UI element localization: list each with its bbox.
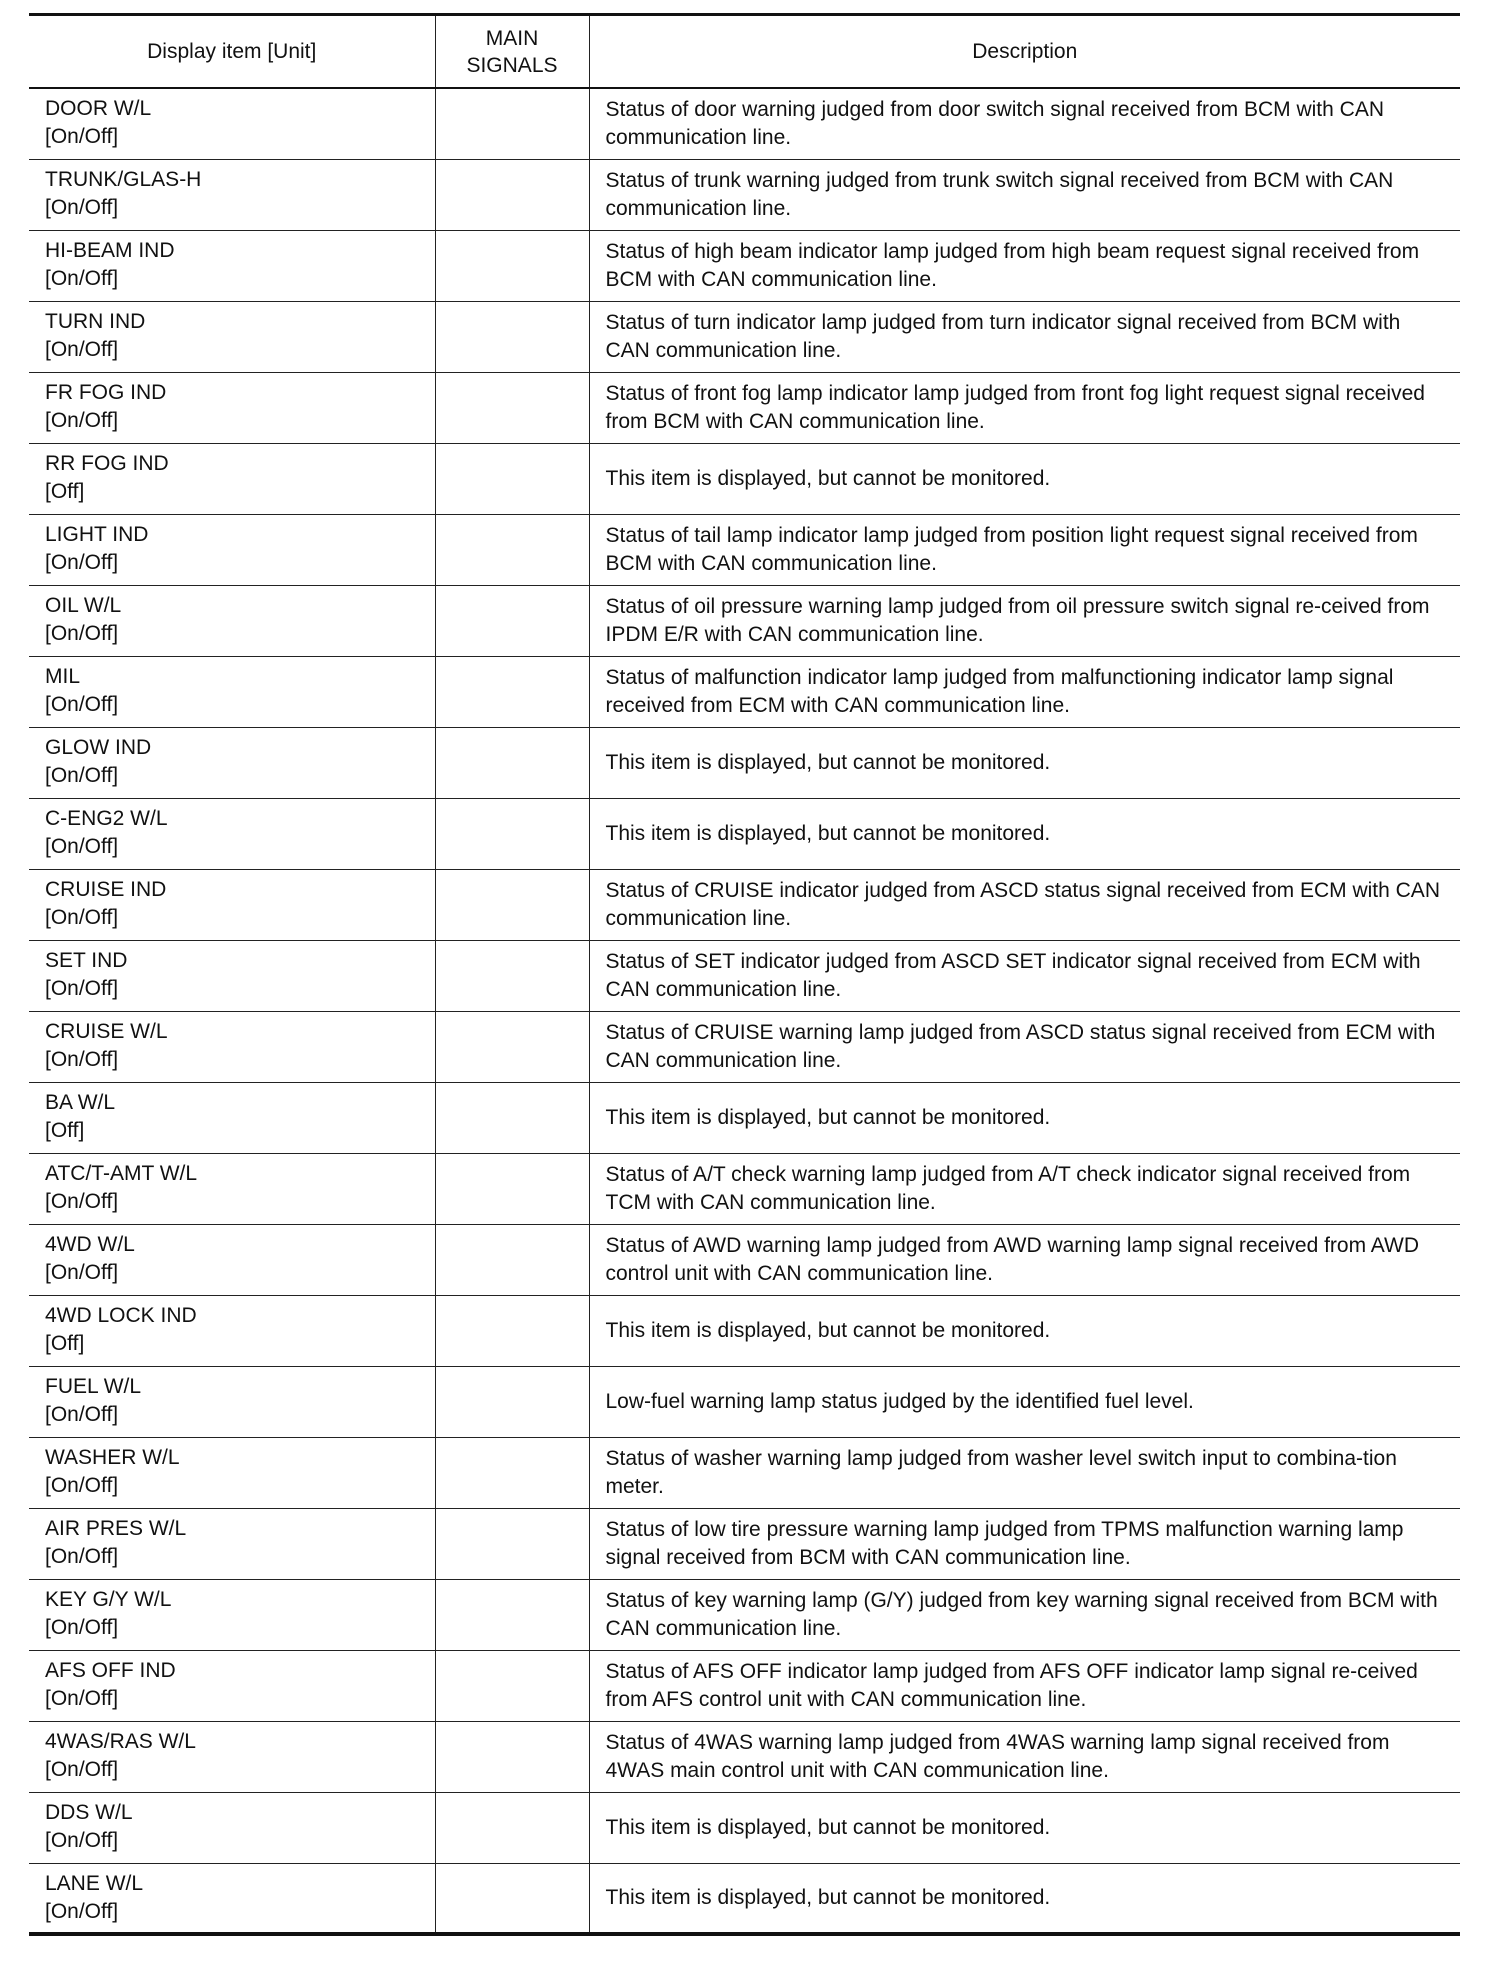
item-unit: [Off]: [45, 1331, 85, 1355]
item-name: FUEL W/L: [45, 1374, 142, 1398]
table-row: [29, 1508, 1460, 1579]
main-signals-cell: [435, 1650, 589, 1721]
item-name: FR FOG IND: [45, 380, 167, 404]
display-item-cell: [29, 514, 435, 585]
item-unit: [Off]: [45, 1118, 85, 1142]
main-signals-cell: [435, 372, 589, 443]
table-row: [29, 585, 1460, 656]
table-row: [29, 1792, 1460, 1863]
display-item-cell: [29, 585, 435, 656]
table-row: [29, 1579, 1460, 1650]
main-signals-cell: [435, 1153, 589, 1224]
item-name: DOOR W/L: [45, 97, 152, 120]
table-row: [29, 372, 1460, 443]
table-row: [29, 1650, 1460, 1721]
description-cell: Status of trunk warning judged from trunk switch signal received from BCM with CAN communication line.: [589, 159, 1460, 230]
table-row: [29, 727, 1460, 798]
description-cell: Status of A/T check warning lamp judged from A/T check indicator signal received from TCM with CAN communication line.: [589, 1153, 1460, 1224]
main-signals-cell: [435, 1579, 589, 1650]
item-name: LANE W/L: [45, 1871, 144, 1895]
table-row: [29, 1437, 1460, 1508]
item-name: GLOW IND: [45, 735, 152, 759]
display-item-cell: [29, 1437, 435, 1508]
description-cell: Status of low tire pressure warning lamp judged from TPMS malfunction warning lamp signal received from BCM with CAN communication line.: [589, 1508, 1460, 1579]
description-cell: Status of oil pressure warning lamp judged from oil pressure switch signal re-ceived from IPDM E/R with CAN communication line.: [589, 585, 1460, 656]
display-item-cell: [29, 1721, 435, 1792]
item-name: BA W/L: [45, 1090, 116, 1114]
item-name: WASHER W/L: [45, 1445, 180, 1469]
main-signals-cell: [435, 88, 589, 159]
item-name: LIGHT IND: [45, 522, 149, 546]
main-signals-cell: [435, 1366, 589, 1437]
description-cell: Status of CRUISE warning lamp judged from ASCD status signal received from ECM with CAN communication line.: [589, 1011, 1460, 1082]
item-unit: [On/Off]: [45, 1899, 119, 1923]
item-unit: [On/Off]: [45, 763, 119, 787]
display-item-cell: [29, 1508, 435, 1579]
header-main-signals: MAIN SIGNALS: [435, 15, 589, 89]
item-unit: [On/Off]: [45, 125, 119, 148]
description-cell: Status of 4WAS warning lamp judged from 4WAS warning lamp signal received from 4WAS main control unit with CAN communication line.: [589, 1721, 1460, 1792]
main-signals-cell: [435, 1792, 589, 1863]
item-name: KEY G/Y W/L: [45, 1587, 172, 1611]
table-row: [29, 1295, 1460, 1366]
display-item-cell: [29, 1082, 435, 1153]
display-item-cell: [29, 1011, 435, 1082]
main-signals-cell: [435, 1295, 589, 1366]
description-cell: Status of door warning judged from door switch signal received from BCM with CAN communication line.: [589, 88, 1460, 159]
item-name: DDS W/L: [45, 1800, 133, 1824]
main-signals-cell: [435, 656, 589, 727]
item-name: TRUNK/GLAS-H: [45, 167, 202, 191]
main-signals-cell: [435, 869, 589, 940]
item-name: RR FOG IND: [45, 451, 169, 475]
table-row: [29, 443, 1460, 514]
table-row: [29, 230, 1460, 301]
item-unit: [On/Off]: [45, 621, 119, 645]
display-item-cell: [29, 1792, 435, 1863]
main-signals-cell: [435, 301, 589, 372]
display-item-cell: [29, 443, 435, 514]
table-row: [29, 869, 1460, 940]
item-unit: [On/Off]: [45, 1828, 119, 1852]
main-signals-cell: [435, 1437, 589, 1508]
description-cell: Status of turn indicator lamp judged from turn indicator signal received from BCM with CAN communication line.: [589, 301, 1460, 372]
item-unit: [On/Off]: [45, 195, 119, 219]
display-item-cell: [29, 1863, 435, 1934]
item-unit: [On/Off]: [45, 1686, 119, 1710]
item-unit: [Off]: [45, 479, 85, 503]
item-name: CRUISE W/L: [45, 1019, 168, 1043]
display-item-cell: [29, 798, 435, 869]
description-cell: Status of tail lamp indicator lamp judged from position light request signal received from BCM with CAN communication line.: [589, 514, 1460, 585]
table-row: [29, 1082, 1460, 1153]
table-row: [29, 798, 1460, 869]
item-unit: [On/Off]: [45, 1544, 119, 1568]
table-row: [29, 656, 1460, 727]
main-signals-cell: [435, 1721, 589, 1792]
display-item-cell: [29, 230, 435, 301]
table-row: [29, 940, 1460, 1011]
display-item-cell: [29, 301, 435, 372]
main-signals-cell: [435, 230, 589, 301]
table-row: [29, 514, 1460, 585]
item-unit: [On/Off]: [45, 1189, 119, 1213]
table-row: [29, 88, 1460, 159]
item-name: AFS OFF IND: [45, 1658, 176, 1682]
display-item-cell: [29, 372, 435, 443]
table-row: [29, 1863, 1460, 1934]
item-unit: [On/Off]: [45, 266, 119, 290]
description-cell: This item is displayed, but cannot be monitored.: [589, 1082, 1460, 1153]
item-unit: [On/Off]: [45, 550, 119, 574]
main-signals-cell: [435, 159, 589, 230]
table-row: [29, 1366, 1460, 1437]
description-cell: Status of AFS OFF indicator lamp judged from AFS OFF indicator lamp signal re-ceived from AFS control unit with CAN communication line.: [589, 1650, 1460, 1721]
description-cell: This item is displayed, but cannot be monitored.: [589, 798, 1460, 869]
display-item-cell: [29, 159, 435, 230]
main-signals-cell: [435, 1224, 589, 1295]
header-row: [29, 15, 1460, 89]
main-signals-cell: [435, 443, 589, 514]
header-display-item: Display item [Unit]: [29, 15, 435, 89]
description-cell: Status of front fog lamp indicator lamp judged from front fog light request signal received from BCM with CAN communication line.: [589, 372, 1460, 443]
display-item-cell: [29, 1579, 435, 1650]
display-item-cell: [29, 1224, 435, 1295]
main-signals-cell: [435, 1082, 589, 1153]
item-name: AIR PRES W/L: [45, 1516, 187, 1540]
item-unit: [On/Off]: [45, 1260, 119, 1284]
main-signals-cell: [435, 727, 589, 798]
description-cell: Status of key warning lamp (G/Y) judged from key warning signal received from BCM with CAN communication line.: [589, 1579, 1460, 1650]
item-unit: [On/Off]: [45, 905, 119, 929]
item-name: 4WD W/L: [45, 1232, 135, 1256]
display-item-cell: [29, 940, 435, 1011]
display-item-cell: [29, 88, 435, 159]
item-unit: [On/Off]: [45, 692, 119, 716]
description-cell: Status of AWD warning lamp judged from AWD warning lamp signal received from AWD control unit with CAN communication line.: [589, 1224, 1460, 1295]
table-row: [29, 1011, 1460, 1082]
main-signals-cell: [435, 514, 589, 585]
main-signals-cell: [435, 1863, 589, 1934]
display-item-cell: [29, 1153, 435, 1224]
display-item-cell: [29, 1650, 435, 1721]
table-body: [29, 88, 1460, 1934]
description-cell: This item is displayed, but cannot be monitored.: [589, 1792, 1460, 1863]
item-name: 4WAS/RAS W/L: [45, 1729, 196, 1753]
item-unit: [On/Off]: [45, 1473, 119, 1497]
header-description: Description: [589, 15, 1460, 89]
description-cell: Status of malfunction indicator lamp judged from malfunctioning indicator lamp signal received from ECM with CAN communication line.: [589, 656, 1460, 727]
spec-table: [29, 13, 1460, 1936]
description-cell: Status of washer warning lamp judged from washer level switch input to combina-tion meter.: [589, 1437, 1460, 1508]
table-header: [29, 15, 1460, 89]
item-unit: [On/Off]: [45, 1047, 119, 1071]
display-item-cell: [29, 1295, 435, 1366]
item-name: HI-BEAM IND: [45, 238, 175, 262]
table-row: [29, 1224, 1460, 1295]
description-cell: Status of CRUISE indicator judged from ASCD status signal received from ECM with CAN communication line.: [589, 869, 1460, 940]
item-unit: [On/Off]: [45, 1615, 119, 1639]
display-item-cell: [29, 656, 435, 727]
item-unit: [On/Off]: [45, 1757, 119, 1781]
description-cell: This item is displayed, but cannot be monitored.: [589, 1863, 1460, 1934]
item-unit: [On/Off]: [45, 976, 119, 1000]
item-name: SET IND: [45, 948, 128, 972]
display-item-cell: [29, 1366, 435, 1437]
main-signals-cell: [435, 798, 589, 869]
item-name: OIL W/L: [45, 593, 122, 617]
item-unit: [On/Off]: [45, 834, 119, 858]
item-unit: [On/Off]: [45, 408, 119, 432]
main-signals-cell: [435, 1011, 589, 1082]
table-row: [29, 301, 1460, 372]
item-name: MIL: [45, 664, 81, 688]
description-cell: Status of SET indicator judged from ASCD SET indicator signal received from ECM with CAN communication line.: [589, 940, 1460, 1011]
item-name: TURN IND: [45, 309, 146, 333]
main-signals-cell: [435, 585, 589, 656]
item-unit: [On/Off]: [45, 1402, 119, 1426]
description-cell: Low-fuel warning lamp status judged by the identified fuel level.: [589, 1366, 1460, 1437]
main-signals-cell: [435, 940, 589, 1011]
item-name: 4WD LOCK IND: [45, 1303, 197, 1327]
description-cell: This item is displayed, but cannot be monitored.: [589, 727, 1460, 798]
item-name: ATC/T-AMT W/L: [45, 1161, 198, 1185]
display-item-cell: [29, 869, 435, 940]
display-item-cell: [29, 727, 435, 798]
item-unit: [On/Off]: [45, 337, 119, 361]
description-cell: This item is displayed, but cannot be monitored.: [589, 443, 1460, 514]
description-cell: Status of high beam indicator lamp judged from high beam request signal received from BCM with CAN communication line.: [589, 230, 1460, 301]
description-cell: This item is displayed, but cannot be monitored.: [589, 1295, 1460, 1366]
table-row: [29, 1153, 1460, 1224]
table-row: [29, 159, 1460, 230]
item-name: C-ENG2 W/L: [45, 806, 168, 830]
main-signals-cell: [435, 1508, 589, 1579]
table-row: [29, 1721, 1460, 1792]
item-name: CRUISE IND: [45, 877, 167, 901]
